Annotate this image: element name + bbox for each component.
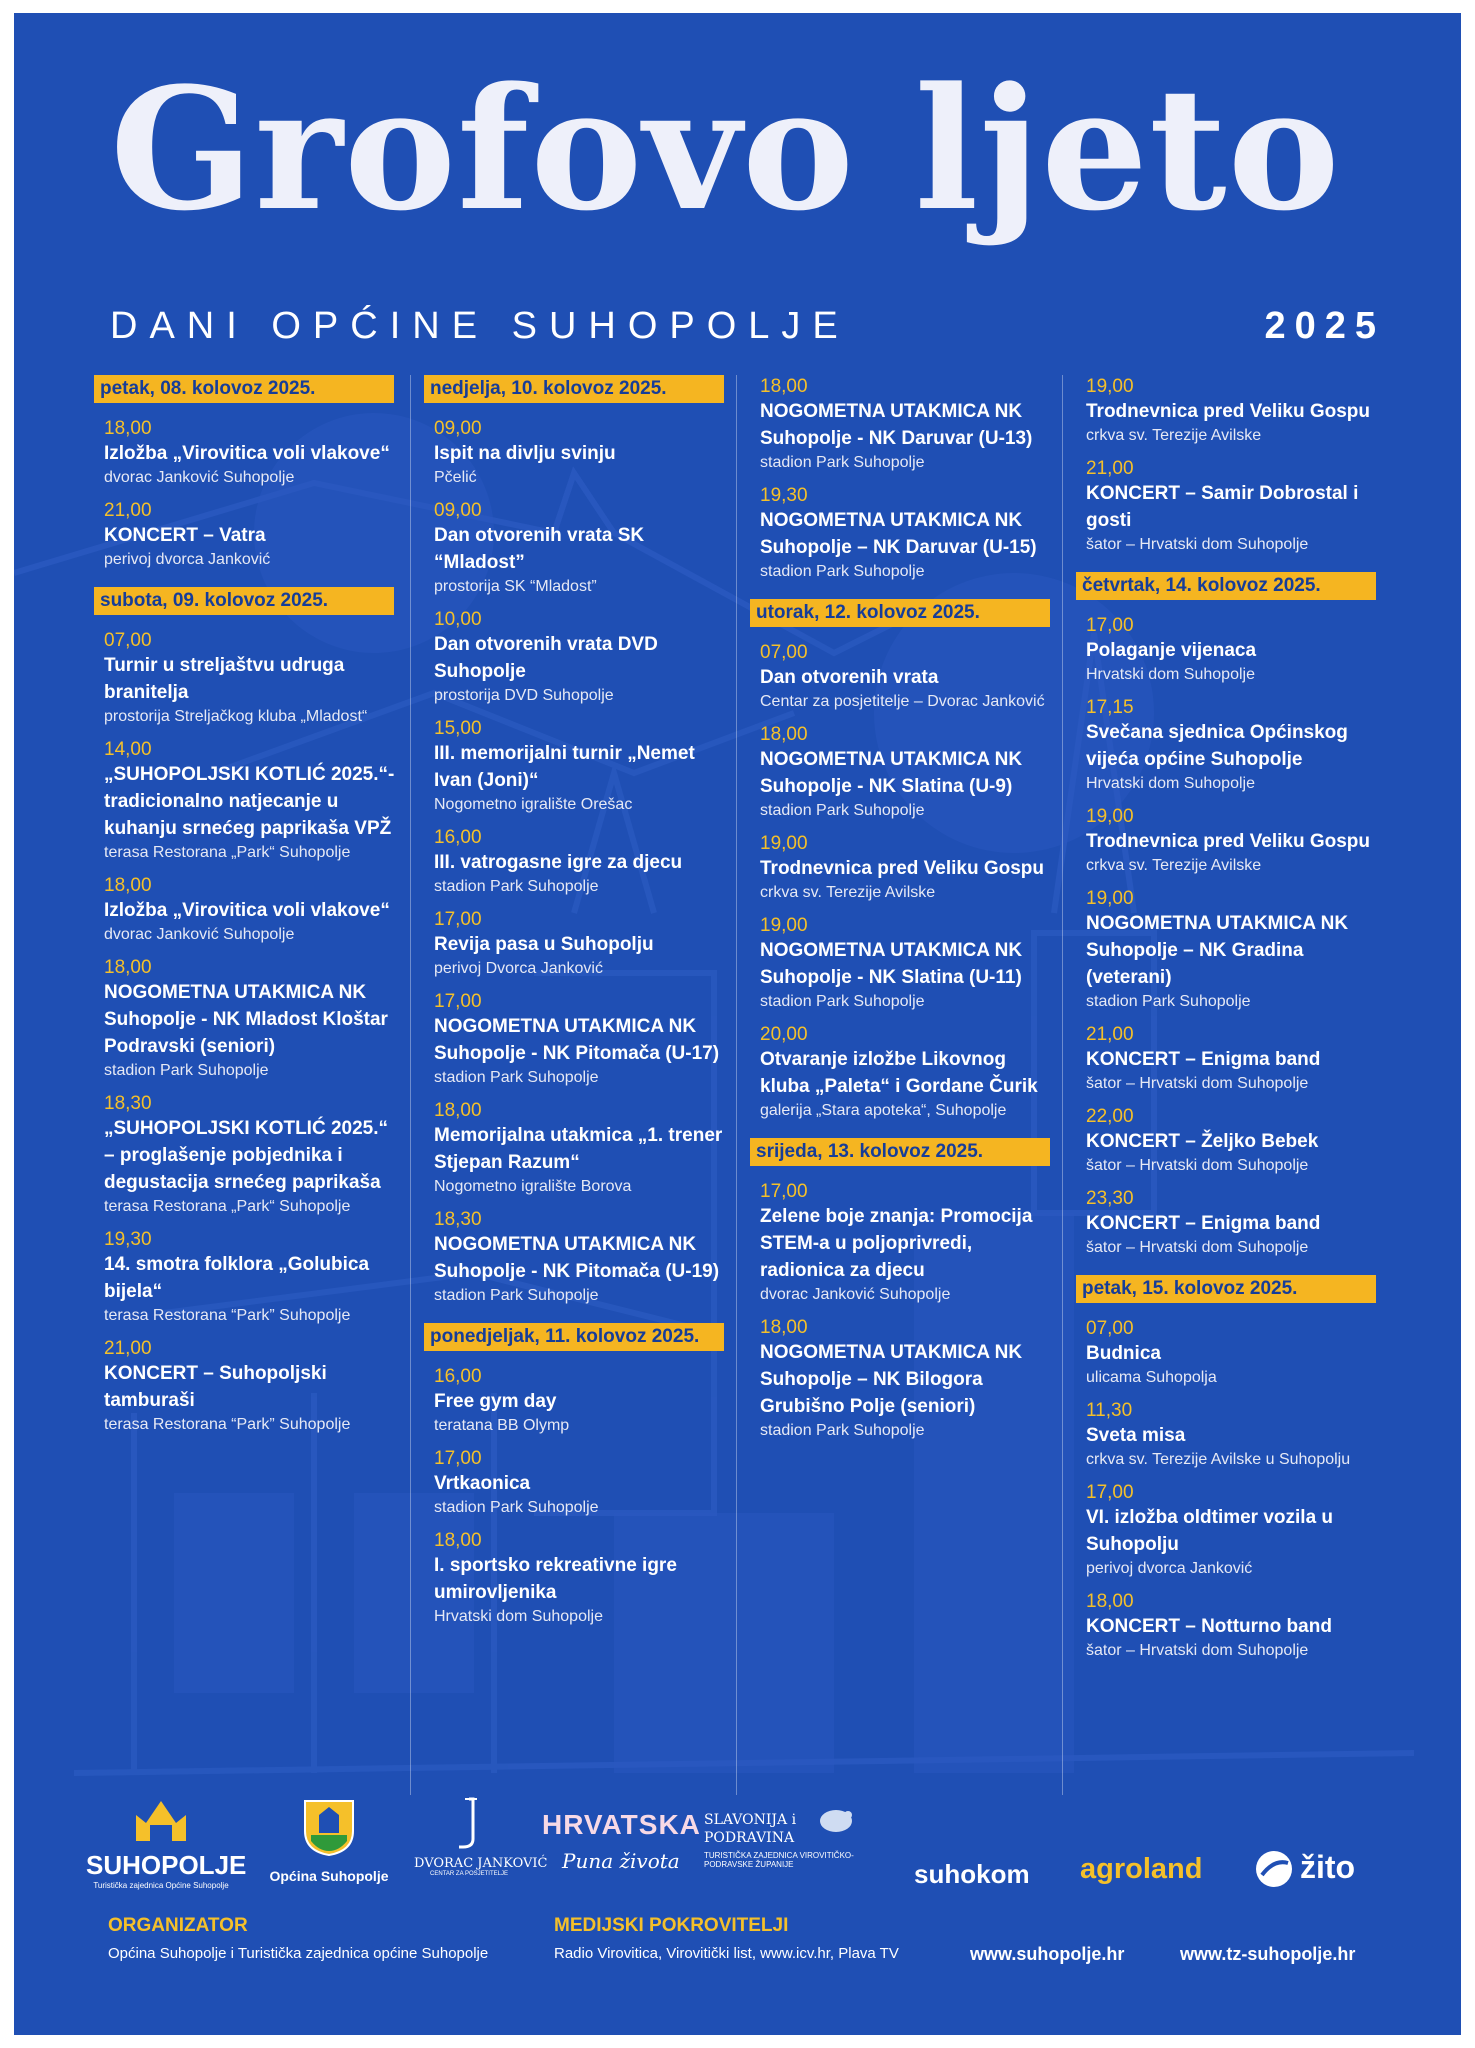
event-title: Zelene boje znanja: Promocija STEM-a u poljoprivredi, radionica za djecu	[760, 1206, 1033, 1281]
event-item	[434, 826, 726, 898]
logo-suhokom	[914, 1859, 1030, 1890]
event-title: NOGOMETNA UTAKMICA NK Suhopolje - NK Pitomača (U-19)	[434, 1234, 720, 1282]
event-title: NOGOMETNA UTAKMICA NK Suhopolje – NK Bilogora Grubišno Polje (seniori)	[760, 1342, 1023, 1417]
logo-suhopolje-text: SUHOPOLJE	[86, 1850, 247, 1880]
event-location: dvorac Janković Suhopolje	[760, 1286, 951, 1303]
event-item	[434, 1208, 726, 1307]
event-location: prostorija Streljačkog kluba „Mladost“	[104, 708, 368, 725]
event-location: stadion Park Suhopolje	[760, 802, 925, 819]
event-title: KONCERT – Vatra	[104, 525, 266, 546]
logo-slavonija	[704, 1811, 904, 1869]
event-item	[1086, 1399, 1378, 1471]
event-time: 18,00	[104, 875, 152, 896]
event-item	[1086, 696, 1378, 795]
day-group	[94, 375, 396, 571]
event-time: 11,30	[1086, 1400, 1133, 1421]
event-item	[434, 499, 726, 598]
event-location: Nogometno igralište Orešac	[434, 796, 633, 813]
event-title: Dan otvorenih vrata SK “Mladost”	[434, 525, 645, 573]
event-location: dvorac Janković Suhopolje	[104, 469, 295, 486]
day-heading: četvrtak, 14. kolovoz 2025.	[1076, 572, 1376, 600]
event-location: perivoj dvorca Janković	[104, 551, 271, 568]
event-item	[1086, 1317, 1378, 1389]
event-location: Pčelić	[434, 469, 477, 486]
footer-media	[554, 1915, 899, 1962]
event-time: 09,00	[434, 418, 482, 439]
event-location: šator – Hrvatski dom Suhopolje	[1086, 536, 1309, 553]
event-time: 18,00	[434, 1100, 482, 1121]
column-divider	[410, 375, 411, 1795]
event-title: KONCERT – Notturno band	[1086, 1616, 1332, 1637]
dove-icon	[814, 1801, 858, 1841]
logo-opcina-text: Općina Suhopolje	[269, 1868, 389, 1884]
event-time: 23,30	[1086, 1188, 1134, 1209]
event-time: 09,00	[434, 500, 482, 521]
day-group	[750, 375, 1052, 583]
event-title: Trodnevnica pred Veliku Gospu	[1086, 831, 1371, 852]
logo-dvorac-text: DVORAC JANKOVIĆ	[414, 1856, 548, 1871]
castle-crown-icon	[86, 1795, 236, 1845]
event-time: 14,00	[104, 739, 152, 760]
event-item	[760, 1180, 1052, 1306]
event-title: KONCERT – Enigma band	[1086, 1049, 1321, 1070]
event-item	[104, 1092, 396, 1218]
event-item	[760, 832, 1052, 904]
event-location: teratana BB Olymp	[434, 1417, 570, 1434]
event-title: NOGOMETNA UTAKMICA NK Suhopolje - NK Slatina (U-11)	[760, 940, 1023, 988]
event-item	[1086, 805, 1378, 877]
website-link[interactable]: www.suhopolje.hr	[970, 1944, 1125, 1964]
event-item	[434, 1529, 726, 1628]
event-location: stadion Park Suhopolje	[434, 1069, 599, 1086]
schedule-column	[424, 375, 726, 1644]
event-location: crkva sv. Terezije Avilske u Suhopolju	[1086, 1451, 1351, 1468]
event-time: 18,00	[104, 418, 152, 439]
logo-agroland-text: agroland	[1080, 1853, 1203, 1885]
day-heading: ponedjeljak, 11. kolovoz 2025.	[424, 1323, 724, 1351]
event-item	[1086, 1590, 1378, 1662]
day-heading: utorak, 12. kolovoz 2025.	[750, 599, 1050, 627]
event-item	[1086, 457, 1378, 556]
event-time: 21,00	[104, 1338, 152, 1359]
event-item	[434, 1447, 726, 1519]
event-time: 21,00	[1086, 1024, 1134, 1045]
event-item	[760, 914, 1052, 1013]
event-title: 14. smotra folklora „Golubica bijela“	[104, 1254, 370, 1302]
website-link[interactable]: www.tz-suhopolje.hr	[1180, 1944, 1356, 1964]
event-title: Otvaranje izložbe Likovnog kluba „Paleta“ i Gordane Čurik	[760, 1049, 1038, 1097]
event-time: 17,00	[434, 909, 482, 930]
event-item	[104, 417, 396, 489]
column-divider	[736, 375, 737, 1795]
footer-organizer	[108, 1915, 488, 1962]
event-time: 19,00	[1086, 806, 1134, 827]
logo-agroland	[1080, 1853, 1202, 1886]
day-group	[94, 587, 396, 1436]
event-location: stadion Park Suhopolje	[434, 1287, 599, 1304]
event-item	[104, 738, 396, 864]
day-group	[1076, 572, 1378, 1259]
event-time: 19,00	[1086, 376, 1134, 397]
event-location: šator – Hrvatski dom Suhopolje	[1086, 1075, 1309, 1092]
event-title: NOGOMETNA UTAKMICA NK Suhopolje – NK Daruvar (U-15)	[760, 510, 1037, 558]
event-title: Svečana sjednica Općinskog vijeća općine Suhopolje	[1086, 722, 1348, 770]
media-label: MEDIJSKI POKROVITELJI	[554, 1915, 789, 1936]
coat-of-arms-icon	[299, 1795, 359, 1857]
event-item	[104, 1337, 396, 1436]
event-title: Revija pasa u Suhopolju	[434, 934, 654, 955]
event-time: 16,00	[434, 1366, 482, 1387]
logo-hrvatska	[542, 1809, 701, 1873]
event-time: 15,00	[434, 718, 482, 739]
event-location: šator – Hrvatski dom Suhopolje	[1086, 1239, 1309, 1256]
day-heading: subota, 09. kolovoz 2025.	[94, 587, 394, 615]
event-location: šator – Hrvatski dom Suhopolje	[1086, 1642, 1309, 1659]
event-time: 18,00	[104, 957, 152, 978]
event-item	[760, 723, 1052, 822]
event-title: NOGOMETNA UTAKMICA NK Suhopolje - NK Daruvar (U-13)	[760, 401, 1033, 449]
event-title: KONCERT – Samir Dobrostal i gosti	[1086, 483, 1359, 531]
event-item	[760, 484, 1052, 583]
logo-dvorac	[414, 1795, 548, 1877]
event-time: 19,00	[760, 915, 808, 936]
dvorac-j-icon	[449, 1795, 489, 1851]
event-time: 19,30	[760, 485, 808, 506]
event-item	[760, 1023, 1052, 1122]
event-item	[434, 990, 726, 1089]
event-location: terasa Restorana „Park“ Suhopolje	[104, 1198, 351, 1215]
event-item	[1086, 887, 1378, 1013]
event-item	[104, 499, 396, 571]
event-time: 10,00	[434, 609, 482, 630]
day-group	[1076, 1275, 1378, 1662]
day-heading: srijeda, 13. kolovoz 2025.	[750, 1138, 1050, 1166]
event-time: 19,30	[104, 1229, 152, 1250]
logo-dvorac-sub: CENTAR ZA POSJETITELJE	[430, 1871, 508, 1877]
day-heading: nedjelja, 10. kolovoz 2025.	[424, 375, 724, 403]
event-time: 18,00	[760, 724, 808, 745]
event-location: šator – Hrvatski dom Suhopolje	[1086, 1157, 1309, 1174]
event-title: Dan otvorenih vrata DVD Suhopolje	[434, 634, 658, 682]
event-time: 17,00	[434, 991, 482, 1012]
event-item	[1086, 375, 1378, 447]
poster-year: 2025	[1264, 305, 1385, 347]
event-time: 17,00	[434, 1448, 482, 1469]
event-location: terasa Restorana “Park” Suhopolje	[104, 1307, 351, 1324]
day-group	[1076, 375, 1378, 556]
day-heading: petak, 15. kolovoz 2025.	[1076, 1275, 1376, 1303]
day-heading: petak, 08. kolovoz 2025.	[94, 375, 394, 403]
event-time: 07,00	[104, 630, 152, 651]
logo-zito-text: žito	[1300, 1849, 1356, 1885]
event-title: „SUHOPOLJSKI KOTLIĆ 2025.“ – proglašenje pobjednika i degustacija srnećeg paprikaša	[104, 1118, 389, 1193]
logo-zito	[1254, 1849, 1355, 1886]
event-time: 18,00	[434, 1530, 482, 1551]
event-title: Trodnevnica pred Veliku Gospu	[1086, 401, 1371, 422]
event-title: Sveta misa	[1086, 1425, 1186, 1446]
event-item	[1086, 614, 1378, 686]
event-title: Ispit na divlju svinju	[434, 443, 616, 464]
event-location: stadion Park Suhopolje	[434, 878, 599, 895]
event-title: VI. izložba oldtimer vozila u Suhopolju	[1086, 1507, 1334, 1555]
event-title: NOGOMETNA UTAKMICA NK Suhopolje - NK Mladost Kloštar Podravski (seniori)	[104, 982, 388, 1057]
event-location: stadion Park Suhopolje	[1086, 993, 1251, 1010]
event-title: Izložba „Virovitica voli vlakove“	[104, 900, 390, 921]
event-location: stadion Park Suhopolje	[760, 454, 925, 471]
event-item	[434, 1365, 726, 1437]
event-item	[1086, 1187, 1378, 1259]
event-location: ulicama Suhopolja	[1086, 1369, 1217, 1386]
event-location: Nogometno igralište Borova	[434, 1178, 632, 1195]
event-location: stadion Park Suhopolje	[434, 1499, 599, 1516]
event-time: 18,30	[104, 1093, 152, 1114]
event-item	[104, 956, 396, 1082]
event-item	[104, 1228, 396, 1327]
event-title: NOGOMETNA UTAKMICA NK Suhopolje - NK Slatina (U-9)	[760, 749, 1023, 797]
event-title: „SUHOPOLJSKI KOTLIĆ 2025.“- tradicionalno natjecanje u kuhanju srnećeg paprikaša VPŽ	[104, 764, 395, 839]
logo-suhopolje-sub: Turistička zajednica Općine Suhopolje	[93, 1881, 229, 1890]
event-item	[760, 641, 1052, 713]
event-item	[434, 608, 726, 707]
event-time: 17,00	[760, 1181, 808, 1202]
zito-circle-icon	[1254, 1849, 1298, 1889]
event-time: 07,00	[1086, 1318, 1134, 1339]
event-time: 17,00	[1086, 615, 1134, 636]
event-title: KONCERT – Željko Bebek	[1086, 1131, 1319, 1152]
event-time: 18,30	[434, 1209, 482, 1230]
event-item	[760, 1316, 1052, 1442]
event-item	[434, 1099, 726, 1198]
event-time: 16,00	[434, 827, 482, 848]
event-title: Budnica	[1086, 1343, 1161, 1364]
event-item	[104, 874, 396, 946]
event-location: terasa Restorana “Park” Suhopolje	[104, 1416, 351, 1433]
sponsor-logos	[14, 1795, 1461, 1905]
event-location: Centar za posjetitelje – Dvorac Janković	[760, 693, 1045, 710]
event-time: 19,00	[760, 833, 808, 854]
day-group	[750, 599, 1052, 1122]
event-time: 18,00	[760, 376, 808, 397]
schedule-column	[750, 375, 1052, 1458]
event-time: 17,00	[1086, 1482, 1134, 1503]
event-item	[434, 417, 726, 489]
logo-slavonija-sub: TURISTIČKA ZAJEDNICA VIROVITIČKO-PODRAVSKE ŽUPANIJE	[704, 1851, 854, 1869]
event-location: crkva sv. Terezije Avilske	[1086, 427, 1262, 444]
poster-title: Grofovo ljeto	[110, 50, 1341, 248]
event-time: 19,00	[1086, 888, 1134, 909]
event-time: 20,00	[760, 1024, 808, 1045]
day-group	[424, 1323, 726, 1628]
event-title: NOGOMETNA UTAKMICA NK Suhopolje – NK Gradina (veterani)	[1086, 913, 1349, 988]
event-location: dvorac Janković Suhopolje	[104, 926, 295, 943]
event-time: 22,00	[1086, 1106, 1134, 1127]
event-location: prostorija SK “Mladost”	[434, 578, 597, 595]
organizer-label: ORGANIZATOR	[108, 1915, 248, 1936]
event-title: Free gym day	[434, 1391, 557, 1412]
logo-suhopolje	[86, 1795, 247, 1890]
event-location: Hrvatski dom Suhopolje	[434, 1608, 603, 1625]
event-title: Turnir u streljaštvu udruga branitelja	[104, 655, 345, 703]
schedule-column	[94, 375, 396, 1452]
event-item	[104, 629, 396, 728]
event-time: 21,00	[1086, 458, 1134, 479]
event-item	[434, 908, 726, 980]
event-item	[434, 717, 726, 816]
event-location: crkva sv. Terezije Avilske	[760, 884, 936, 901]
event-time: 21,00	[104, 500, 152, 521]
event-location: stadion Park Suhopolje	[104, 1062, 269, 1079]
logo-hrvatska-sub: Puna života	[562, 1849, 680, 1873]
event-location: perivoj dvorca Janković	[1086, 1560, 1253, 1577]
event-title: Trodnevnica pred Veliku Gospu	[760, 858, 1045, 879]
event-time: 17,15	[1086, 697, 1134, 718]
event-title: KONCERT – Suhopoljski tamburaši	[104, 1363, 327, 1411]
event-title: Memorijalna utakmica „1. trener Stjepan Razum“	[434, 1125, 723, 1173]
logo-slavonija-text: SLAVONIJA i PODRAVINA	[704, 1812, 797, 1846]
media-text: Radio Virovitica, Virovitički list, www.icv.hr, Plava TV	[554, 1945, 899, 1962]
event-location: crkva sv. Terezije Avilske	[1086, 857, 1262, 874]
event-location: Hrvatski dom Suhopolje	[1086, 666, 1255, 683]
day-group	[750, 1138, 1052, 1442]
event-location: perivoj Dvorca Janković	[434, 960, 603, 977]
event-location: stadion Park Suhopolje	[760, 1422, 925, 1439]
event-title: Dan otvorenih vrata	[760, 667, 939, 688]
event-item	[760, 375, 1052, 474]
day-group	[424, 375, 726, 1307]
event-location: stadion Park Suhopolje	[760, 563, 925, 580]
event-title: KONCERT – Enigma band	[1086, 1213, 1321, 1234]
event-title: III. memorijalni turnir „Nemet Ivan (Joni)“	[434, 743, 695, 791]
logo-opcina	[264, 1795, 394, 1884]
event-title: Vrtkaonica	[434, 1473, 531, 1494]
event-location: galerija „Stara apoteka“, Suhopolje	[760, 1102, 1007, 1119]
event-title: NOGOMETNA UTAKMICA NK Suhopolje - NK Pitomača (U-17)	[434, 1016, 720, 1064]
logo-suhokom-text: suhokom	[914, 1859, 1030, 1889]
event-item	[1086, 1105, 1378, 1177]
organizer-text: Općina Suhopolje i Turistička zajednica općine Suhopolje	[108, 1945, 489, 1962]
event-title: Polaganje vijenaca	[1086, 640, 1257, 661]
schedule-column	[1076, 375, 1378, 1678]
event-title: Izložba „Virovitica voli vlakove“	[104, 443, 390, 464]
event-location: Hrvatski dom Suhopolje	[1086, 775, 1255, 792]
poster-subtitle: DANI OPĆINE SUHOPOLJE	[110, 305, 850, 347]
poster	[14, 13, 1461, 2035]
event-title: I. sportsko rekreativne igre umirovljenika	[434, 1555, 677, 1603]
event-time: 07,00	[760, 642, 808, 663]
event-time: 18,00	[760, 1317, 808, 1338]
column-divider	[1062, 375, 1063, 1795]
event-time: 18,00	[1086, 1591, 1134, 1612]
event-location: stadion Park Suhopolje	[760, 993, 925, 1010]
event-item	[1086, 1481, 1378, 1580]
event-item	[1086, 1023, 1378, 1095]
event-title: III. vatrogasne igre za djecu	[434, 852, 683, 873]
event-location: prostorija DVD Suhopolje	[434, 687, 614, 704]
event-location: terasa Restorana „Park“ Suhopolje	[104, 844, 351, 861]
logo-hrvatska-text: HRVATSKA	[542, 1809, 701, 1840]
